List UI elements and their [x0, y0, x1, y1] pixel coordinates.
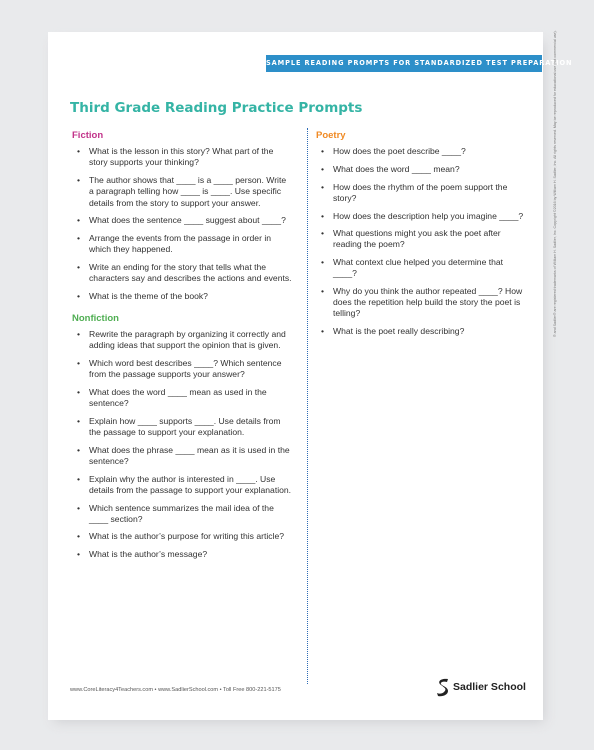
column-divider	[307, 128, 308, 684]
list-item: • What does the word ____ mean?	[316, 164, 526, 175]
fiction-list	[72, 146, 292, 302]
list-item: • What is the lesson in this story? What part of the story supports your thinking?	[72, 146, 292, 168]
list-item: • What does the sentence ____ suggest about ____?	[72, 215, 292, 226]
footer-contact: www.CoreLiteracy4Teachers.com • www.SadlierSchool.com • Toll Free 800-221-5175	[70, 687, 281, 693]
list-item: • What does the phrase ____ mean as it is used in the sentence?	[72, 445, 292, 467]
list-item: • Explain how ____ supports ____. Use details from the passage to support your explanation.	[72, 416, 292, 438]
list-item: • The author shows that ____ is a ____ person. Write a paragraph telling how ____ is ____. Use specific details from the story to support your answer.	[72, 175, 292, 209]
list-item: • What does the word ____ mean as used in the sentence?	[72, 387, 292, 409]
logo-text: Sadlier School	[453, 681, 526, 693]
list-item: • What questions might you ask the poet after reading the poem?	[316, 228, 526, 250]
nonfiction-heading: Nonfiction	[72, 312, 119, 324]
list-item: • What is the poet really describing?	[316, 326, 526, 337]
list-item: • What is the author’s purpose for writing this article?	[72, 531, 292, 542]
list-item: • Which sentence summarizes the mail idea of the ____ section?	[72, 503, 292, 525]
sadlier-logo-icon	[436, 677, 450, 697]
list-item: • Rewrite the paragraph by organizing it correctly and adding ideas that support the opinion that is given.	[72, 329, 292, 351]
copyright-sidebar: ® and Sadlier® are registered trademarks of William H. Sadlier, Inc. Copyright ©2016 by William H. Sadlier, Inc. All rights reserved. May be reproduced for educational use (not commercial use).	[553, 30, 557, 337]
header-banner: SAMPLE READING PROMPTS FOR STANDARDIZED TEST PREPARATION	[266, 55, 542, 72]
fiction-heading: Fiction	[72, 130, 104, 141]
list-item: • What context clue helped you determine that ____?	[316, 257, 526, 279]
right-column	[316, 130, 526, 344]
list-item: • Explain why the author is interested in ____. Use details from the passage to support your explanation.	[72, 474, 292, 496]
list-item: • How does the description help you imagine ____?	[316, 211, 526, 222]
list-item: • What is the author’s message?	[72, 549, 292, 560]
poetry-heading: Poetry	[316, 130, 346, 141]
list-item: • Arrange the events from the passage in order in which they happened.	[72, 233, 292, 255]
poetry-list	[316, 146, 526, 337]
list-item: • What is the theme of the book?	[72, 291, 292, 302]
list-item: • Write an ending for the story that tells what the characters say and describes the actions and events.	[72, 262, 292, 284]
list-item: • How does the rhythm of the poem support the story?	[316, 182, 526, 204]
list-item: • Which word best describes ____? Which sentence from the passage supports your answer?	[72, 358, 292, 380]
page-title: Third Grade Reading Practice Prompts	[70, 100, 363, 116]
left-column	[72, 130, 292, 567]
list-item: • Why do you think the author repeated ____? How does the repetition help build the story the poet is telling?	[316, 286, 526, 320]
sadlier-logo	[436, 677, 536, 697]
worksheet-page	[48, 30, 573, 720]
list-item: • How does the poet describe ____?	[316, 146, 526, 157]
nonfiction-list	[72, 329, 292, 560]
